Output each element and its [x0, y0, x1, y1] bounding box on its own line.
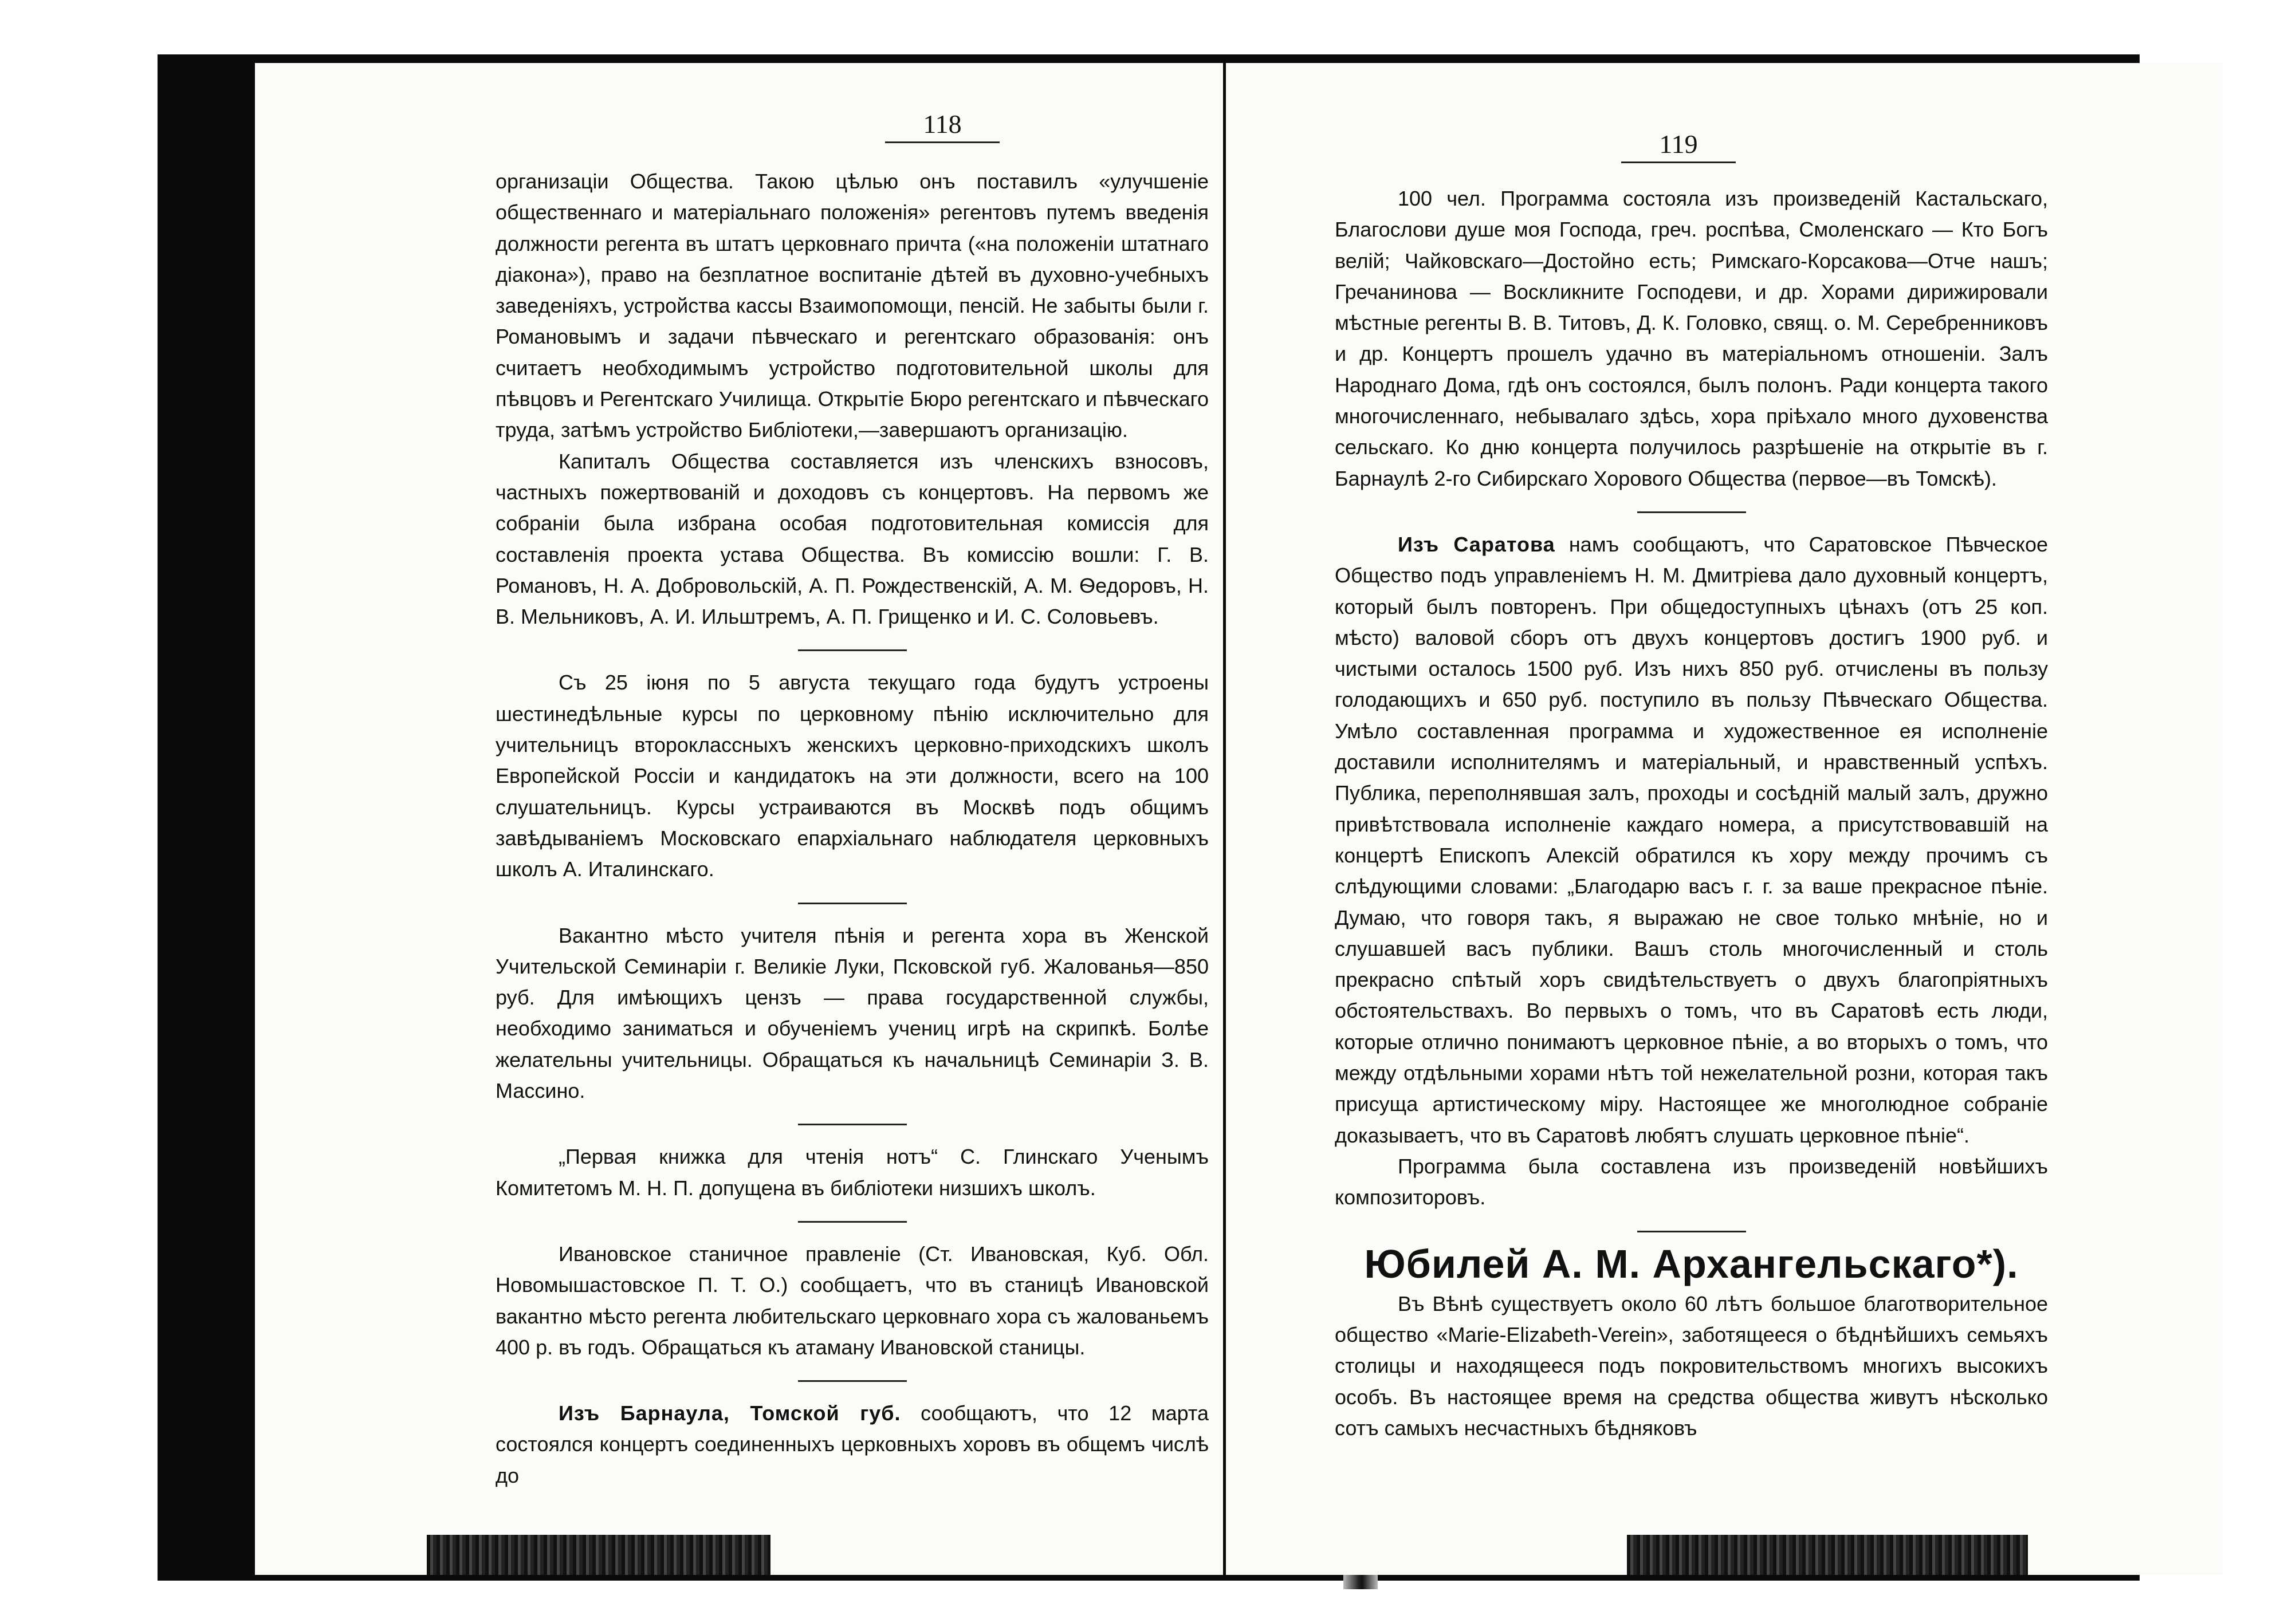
- paragraph-body: сообщаютъ, что 12 марта состоялся концертъ соединенныхъ церковныхъ хоровъ въ общемъ числѣ до: [496, 1401, 1209, 1487]
- page-edge: [1627, 1535, 2028, 1575]
- left-text-column: [496, 166, 1209, 1491]
- paragraph: организаціи Общества. Такою цѣлью онъ поставилъ «улучшеніе общественнаго и матеріальнаго положенія» регентовъ путемъ введенія должности регента въ штатъ церковнаго причта («на положеніи штатнаго діакона»), право на безплатное воспитаніе дѣтей въ духовно-учебныхъ заведеніяхъ, устройства кассы Взаимопомощи, пенсій. Не забыты были г. Романовымъ и задачи пѣвческаго и регентскаго образованія: онъ считаетъ необходимымъ устройство подготовительной школы для пѣвцовъ и Регентскаго Училища. Открытіе Бюро регентскаго и пѣвческаго труда, затѣмъ устройство Библіотеки,—завершаютъ организацію.: [496, 170, 1209, 442]
- separator: [1637, 511, 1746, 513]
- paragraph: Въ Вѣнѣ существуетъ около 60 лѣтъ большое благотворительное общество «Marie-Elizabeth-Verein», заботящееся о бѣднѣйшихъ семьяхъ столицы и находящееся подъ покровительствомъ многихъ высокихъ особъ. Въ настоящее время на средства общества живутъ нѣсколько сотъ самыхъ несчастныхъ бѣдняковъ: [1335, 1291, 2048, 1440]
- left-page: [255, 63, 1223, 1575]
- page-number: 118: [885, 109, 1000, 143]
- paragraph: Ивановское станичное правленіе (Ст. Ивановская, Куб. Обл. Новомышастовское П. Т. О.) сообщаетъ, что въ станицѣ Ивановской вакантно мѣсто регента любительскаго церковнаго хора съ жалованьемъ 400 р. въ годъ. Обращаться къ атаману Ивановской станицы.: [496, 1242, 1209, 1359]
- right-text-column: [1335, 183, 2048, 1444]
- separator: [1637, 1231, 1746, 1232]
- separator: [798, 903, 907, 904]
- paragraph: Программа была составлена изъ произведеній новѣйшихъ композиторовъ.: [1335, 1154, 2048, 1210]
- paragraph: [1335, 529, 2048, 1151]
- right-page: [1226, 63, 2223, 1575]
- separator: [798, 1221, 907, 1223]
- paragraph-lead: Изъ Барнаула, Томской губ.: [559, 1401, 901, 1425]
- paragraph: Капиталъ Общества составляется изъ членскихъ взносовъ, частныхъ пожертвованій и доходовъ съ концертовъ. На первомъ же собраніи была избрана особая подготовительная комиссія для составленія проекта устава Общества. Въ комиссію вошли: Г. В. Романовъ, Н. А. Добровольскій, А. П. Рождественскій, А. М. Ѳедоровъ, Н. В. Мельниковъ, А. И. Ильштремъ, А. П. Грищенко и И. С. Соловьевъ.: [496, 449, 1209, 629]
- paragraph-body: намъ сообщаютъ, что Саратовское Пѣвческое Общество подъ управленіемъ Н. М. Дмитріева дало духовный концертъ, который былъ повторенъ. При общедоступныхъ цѣнахъ (отъ 25 коп. мѣсто) валовой сборъ отъ двухъ концертовъ достигъ 1900 руб. и чистыми осталось 1500 руб. Изъ нихъ 850 руб. отчислены въ пользу голодающихъ и 650 руб. поступило въ пользу Пѣвческаго Общества. Умѣло составленная программа и художественное ея исполненіе доставили исполнителямъ и матеріальный, и нравственный успѣхъ. Публика, переполнявшая залъ, проходы и сосѣдній малый залъ, дружно привѣтствовала исполненіе каждаго номера, а присутствовавшій на концертѣ Епископъ Алексій обратился къ хору между прочимъ съ слѣдующими словами: „Благодарю васъ г. г. за ваше прекрасное пѣніе. Думаю, что говоря такъ, я выражаю не свое только мнѣніе, но и слушавшей васъ публики. Вашъ столь многочисленный и столь прекрасно спѣтый хоръ свидѣтельствуетъ о двухъ благопріятныхъ обстоятельствахъ. Во первыхъ о томъ, что въ Саратовѣ есть люди, которые отлично понимаютъ церковное пѣніе, а во вторыхъ о томъ, что между отдѣльными хорами нѣтъ той нежелательной розни, которая такъ присуща артистическому міру. Настоящее же многолюдное собраніе доказываетъ, что въ Саратовѣ любятъ слушать церковное пѣніе“.: [1335, 532, 2048, 1147]
- page-number: 119: [1621, 129, 1736, 163]
- section-heading: Юбилей А. М. Архангельскаго*).: [1364, 1241, 2019, 1286]
- paragraph: Вакантно мѣсто учителя пѣнія и регента хора въ Женской Учительской Семинаріи г. Великіе Луки, Псковской губ. Жалованья—850 руб. Для имѣющихъ цензъ — права государственной службы, необходимо заниматься и обученіемъ учениц игрѣ на скрипкѣ. Болѣе желательны учительницы. Обращаться къ начальницѣ Семинаріи З. В. Массино.: [496, 923, 1209, 1103]
- separator: [798, 649, 907, 651]
- paragraph: „Первая книжка для чтенія нотъ“ С. Глинскаго Ученымъ Комитетомъ М. Н. П. допущена въ библіотеки низшихъ школъ.: [496, 1145, 1209, 1200]
- paragraph: [496, 1398, 1209, 1491]
- paragraph-lead: Изъ Саратова: [1398, 532, 1555, 556]
- paragraph: 100 чел. Программа состояла изъ произведеній Кастальскаго, Благослови душе моя Господа, греч. роспѣва, Смоленскаго — Кто Богъ велій; Чайковскаго—Достойно есть; Римскаго-Корсакова—Отче нашъ; Гречанинова — Воскликните Господеви, и др. Хорами дирижировали мѣстные регенты В. В. Титовъ, Д. К. Головко, свящ. о. М. Серебренниковъ и др. Концертъ прошелъ удачно въ матеріальномъ отношеніи. Залъ Народнаго Дома, гдѣ онъ состоялся, былъ полонъ. Ради концерта такого многочисленнаго, небывалаго здѣсь, хора пріѣхало много духовенства сельскаго. Ко дню концерта получилось разрѣшеніе на открытіе въ г. Барнаулѣ 2-го Сибирскаго Хорового Общества (первое—въ Томскѣ).: [1335, 187, 2048, 490]
- page-edge: [427, 1535, 770, 1575]
- separator: [798, 1124, 907, 1125]
- paragraph: Съ 25 іюня по 5 августа текущаго года будутъ устроены шестинедѣльные курсы по церковному пѣнію исключительно для учительницъ второклассныхъ женскихъ церковно-приходскихъ школъ Европейской Россіи и кандидатокъ на эти должности, всего на 100 слушательницъ. Курсы устраиваются въ Москвѣ подъ общимъ завѣдываніемъ Московскаго епархіальнаго наблюдателя церковныхъ школъ А. Италинскаго.: [496, 671, 1209, 881]
- separator: [798, 1380, 907, 1382]
- book-spread: [158, 54, 2140, 1581]
